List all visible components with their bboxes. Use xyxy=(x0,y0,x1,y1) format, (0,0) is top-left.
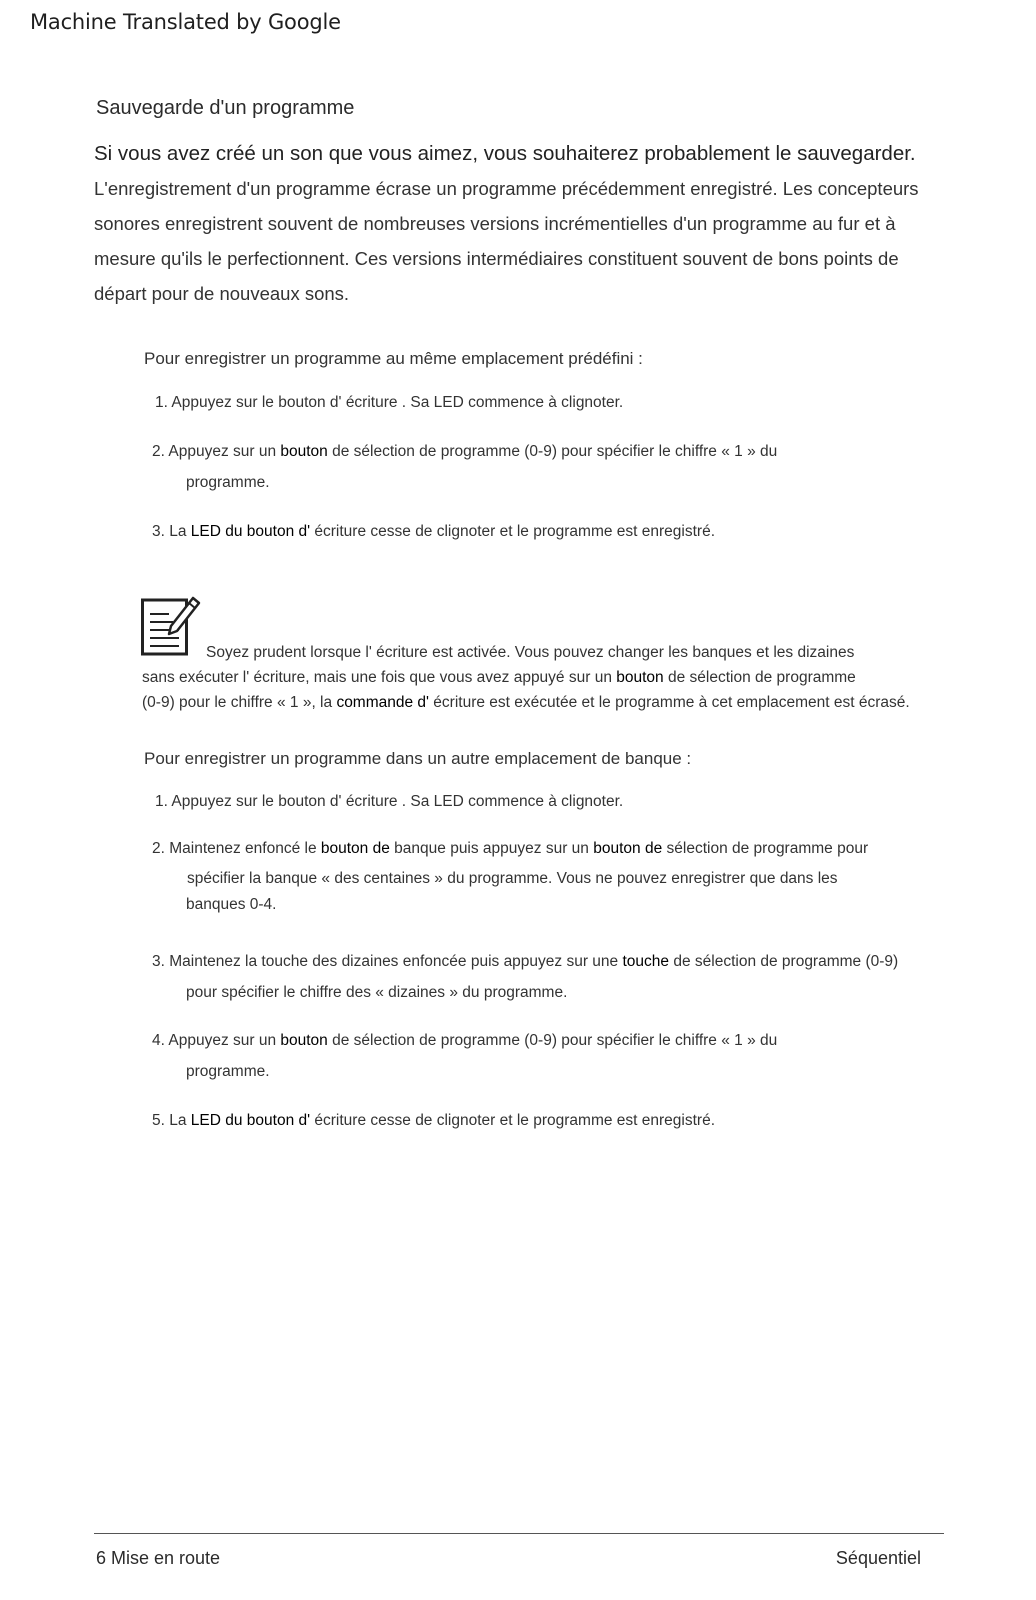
intro-first-line: Si vous avez créé un son que vous aimez, vous souhaiterez probablement le sauvegarder. xyxy=(94,142,916,165)
step-text: 1. Appuyez sur le bouton d' écriture . Sa LED commence à clignoter. xyxy=(155,793,624,810)
note-text-part: de sélection de programme xyxy=(663,669,856,686)
step-text: 4. Appuyez sur un xyxy=(152,1032,281,1049)
procedure2-title: Pour enregistrer un programme dans un autre emplacement de banque : xyxy=(144,749,692,768)
step-continuation: programme. xyxy=(186,474,270,491)
step-emphasis: bouton xyxy=(280,1032,328,1049)
note-line-1: Soyez prudent lorsque l' écriture est activée. Vous pouvez changer les banques et les dizaines xyxy=(206,644,855,661)
section-title: Sauvegarde d'un programme xyxy=(96,97,355,119)
intro-rest: L'enregistrement d'un programme écrase un programme précédemment enregistré. Les concepteurs sonores enregistrent souvent de nombreuses versions incrémentielles d'un programme au fur et à mesure qu'ils le perfectionnent. Ces versions intermédiaires constituent souvent de bons points de départ pour de nouveaux sons. xyxy=(94,178,919,304)
procedure2-step-2 xyxy=(152,835,868,917)
step-continuation: banques 0-4. xyxy=(186,896,277,913)
intro-paragraph xyxy=(94,136,934,311)
note-text-part: (0-9) pour le chiffre « 1 », la xyxy=(142,694,337,711)
note-emphasis: commande d' xyxy=(336,694,429,711)
step-continuation: spécifier la banque « des centaines » du programme. Vous ne pouvez enregistrer que dans les xyxy=(187,870,838,887)
step-emphasis: bouton de xyxy=(320,840,390,857)
step-text: 2. Appuyez sur un xyxy=(152,443,281,460)
step-text: 1. Appuyez sur le bouton d' écriture . Sa LED commence à clignoter. xyxy=(155,394,624,411)
procedure1-step-3 xyxy=(152,516,715,547)
step-emphasis: LED du bouton d' xyxy=(190,1112,311,1129)
procedure2-step-1 xyxy=(155,786,623,817)
note-emphasis: bouton xyxy=(616,669,664,686)
footer-brand: Séquentiel xyxy=(835,1548,921,1568)
step-text: de sélection de programme (0-9) pour spécifier le chiffre « 1 » du xyxy=(327,443,778,460)
step-text: 2. Maintenez enfoncé le xyxy=(152,840,321,857)
procedure1-step-1 xyxy=(155,387,623,418)
step-text: 5. La xyxy=(152,1112,191,1129)
step-emphasis: bouton xyxy=(280,443,328,460)
step-emphasis: bouton de xyxy=(593,840,663,857)
step-text: écriture cesse de clignoter et le programme est enregistré. xyxy=(310,1112,716,1129)
procedure1-title: Pour enregistrer un programme au même emplacement prédéfini : xyxy=(144,349,643,368)
step-text: 3. La xyxy=(152,523,191,540)
step-text: 3. Maintenez la touche des dizaines enfoncée puis appuyez sur une xyxy=(152,953,623,970)
step-text: sélection de programme pour xyxy=(662,840,869,857)
step-emphasis: LED du bouton d' xyxy=(190,523,311,540)
step-emphasis: touche xyxy=(622,953,670,970)
step-text: de sélection de programme (0-9) pour spécifier le chiffre « 1 » du xyxy=(327,1032,778,1049)
footer-page-label: 6 Mise en route xyxy=(96,1548,221,1568)
step-text: de sélection de programme (0-9) xyxy=(669,953,899,970)
note-text-part: écriture est exécutée et le programme à cet emplacement est écrasé. xyxy=(429,694,910,711)
procedure2-step-5 xyxy=(152,1105,715,1136)
step-continuation: programme. xyxy=(186,1063,270,1080)
note-text xyxy=(142,640,942,715)
note-line-2 xyxy=(142,665,942,690)
machine-translation-banner: Machine Translated by Google xyxy=(30,10,341,34)
procedure1-step-2 xyxy=(152,436,777,498)
note-text-part: sans exécuter l' écriture, mais une fois que vous avez appuyé sur un xyxy=(142,669,617,686)
procedure2-step-4 xyxy=(152,1025,777,1087)
procedure2-step-3 xyxy=(152,946,898,1008)
step-continuation: pour spécifier le chiffre des « dizaines » du programme. xyxy=(186,984,568,1001)
step-text: écriture cesse de clignoter et le programme est enregistré. xyxy=(310,523,716,540)
step-text: banque puis appuyez sur un xyxy=(389,840,594,857)
note-line-3 xyxy=(142,690,942,715)
footer-divider xyxy=(94,1533,944,1534)
